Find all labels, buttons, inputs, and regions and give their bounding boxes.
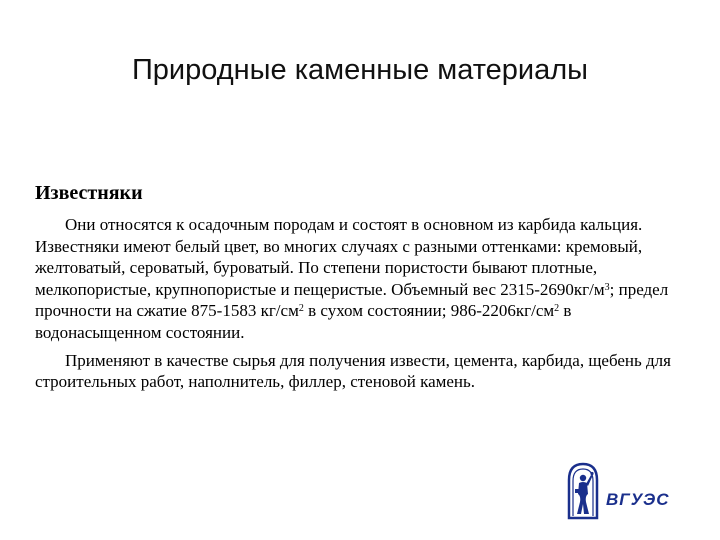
paragraph-usage: Применяют в качестве сырья для получения извести, цемента, карбида, щебень для строительных работ, наполнитель, филлер, стеновой камень. [35,350,671,392]
superscript: 2 [554,303,560,315]
paragraph-text: Они относятся к осадочным породам и состоят в основном из карбида кальция. Известняки имеют белый цвет, во многих случаях с разными оттенками: кремовый, желтоватый, сероватый, буроватый. По степени пористости бывают плотные, мелкопористые, крупнопористые и пещеристые. Объемный вес 2315-2690кг/м [35,215,643,299]
superscript: 3 [604,281,610,293]
logo-text: ВГУЭС [606,490,670,509]
university-logo [566,462,686,522]
section-heading: Известняки [35,182,143,204]
slide-title: Природные каменные материалы [131,54,589,86]
emblem-icon [566,462,600,520]
paragraph-description [35,214,685,344]
superscript: 2 [298,303,304,315]
content-block [35,180,685,399]
paragraph-text: в сухом состоянии; 986-2206кг/см [303,301,555,321]
paragraph-text: в водонасыщенном состоянии. [35,301,572,342]
paragraph-text: ; предел прочности на сжатие 875-1583 кг/см [35,279,669,321]
